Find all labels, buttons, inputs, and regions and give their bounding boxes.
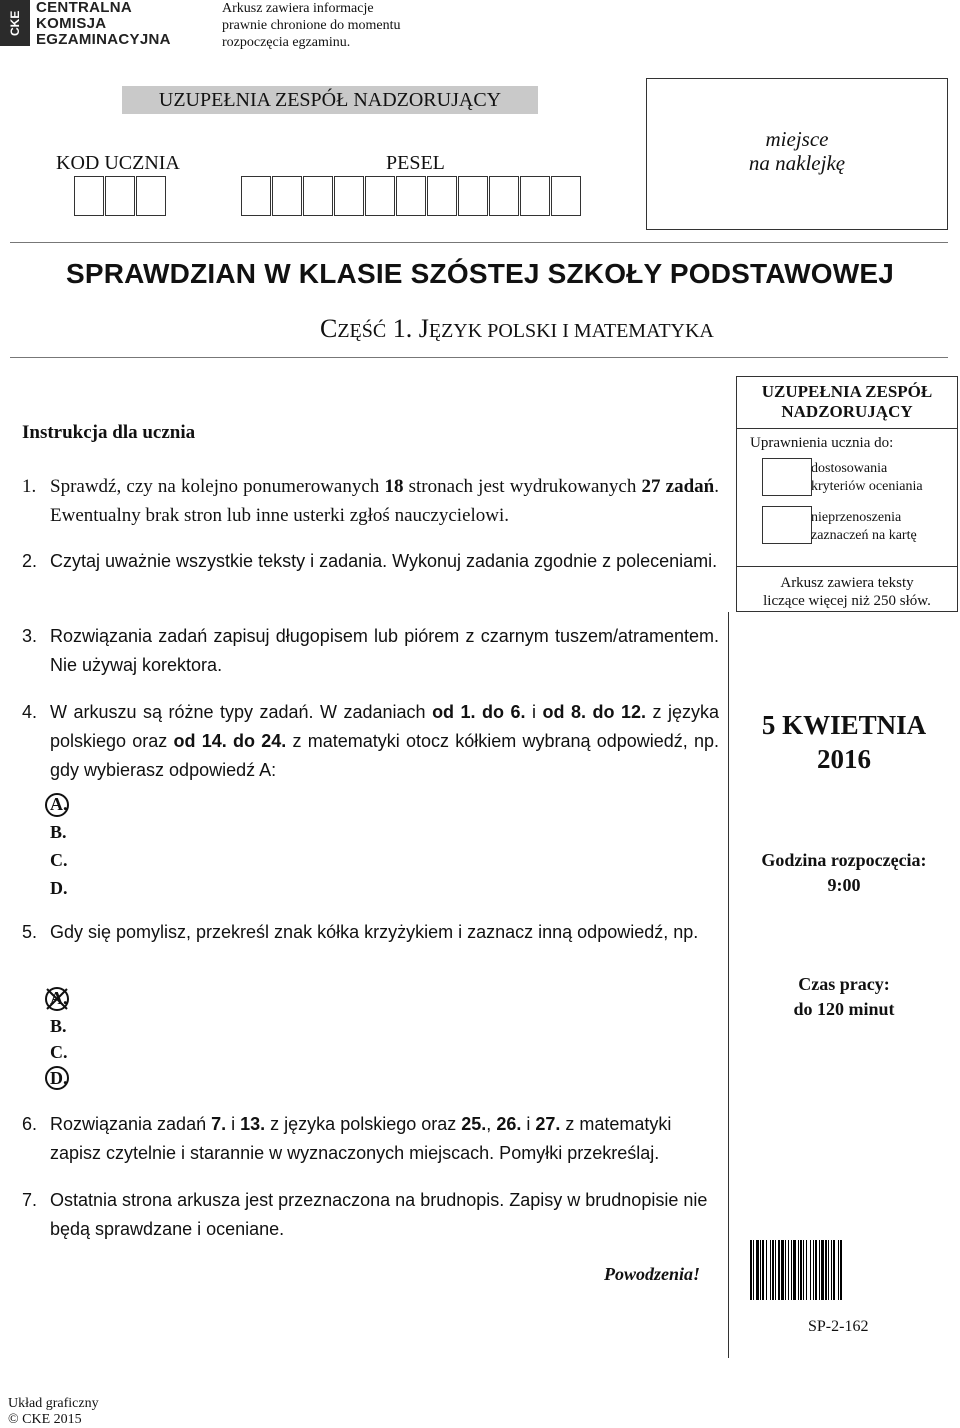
exam-part-title: CZĘŚĆ 1. JĘZYK POLSKI I MATEMATYKA [320,314,714,343]
instruction-2: 2. Czytaj uważnie wszystkie teksty i zadania. Wykonuj zadania zgodnie z poleceniami. [22,551,718,571]
example-option: D. [50,878,68,898]
cke-logo-text: CENTRALNA KOMISJA EGZAMINACYJNA [36,0,171,48]
code-cell[interactable] [105,176,135,216]
adapted-criteria-label: dostosowania kryteriów oceniania [811,461,923,494]
exam-title: SPRAWDZIAN W KLASIE SZÓSTEJ SZKOŁY PODSTAWOWEJ [66,258,894,289]
start-time: Godzina rozpoczęcia: 9:00 [761,850,927,895]
sticker-placeholder: miejsce na naklejkę [646,78,948,230]
pesel-cell[interactable] [365,176,395,216]
instruction-3: 3. Rozwiązania zadań zapisuj długopisem lub piórem z czarnym tuszem/atramentem. Nie używaj korektora. [22,626,719,675]
footer-credit: Układ graficzny © CKE 2015 [8,1396,99,1427]
pesel-cell[interactable] [396,176,426,216]
confidential-notice: Arkusz zawiera informacje prawnie chronione do momentu rozpoczęcia egzaminu. [222,1,401,50]
barcode [750,1240,936,1300]
instruction-6: 6. Rozwiązania zadań 7. i 13. z języka polskiego oraz 25., 26. i 27. z matematyki zapisz czytelnie i starannie w wyznaczonych miejscach. Pomyłki przekreślaj. [22,1114,672,1163]
side-divider [728,612,729,1358]
pesel-label: PESEL [386,152,445,174]
instruction-7: 7. Ostatnia strona arkusza jest przeznaczona na brudnopis. Zapisy w brudnopisie nie będą sprawdzane i oceniane. [22,1190,708,1239]
example-option: D. [50,1068,68,1088]
code-cell[interactable] [136,176,166,216]
good-luck-text: Powodzenia! [604,1264,701,1284]
exam-date: 5 KWIETNIA 2016 [761,710,927,774]
divider [10,242,948,243]
instruction-4: 4. W arkuszu są różne typy zadań. W zadaniach od 1. do 6. i od 8. do 12. z języka polskiego oraz od 14. do 24. z matematyki otocz kółkiem wybraną odpowiedź, np. gdy wybierasz odpowiedź A: [22,702,720,780]
instructions-heading: Instrukcja dla ucznia [22,422,196,443]
cke-logo-mark: CKE [0,0,30,46]
pesel-cell[interactable] [334,176,364,216]
long-texts-note: Arkusz zawiera teksty liczące więcej niż 250 słów. [763,575,931,609]
example-option: A. [50,988,68,1008]
pesel-cell[interactable] [427,176,457,216]
no-transfer-label: nieprzenoszenia zaznaczeń na kartę [811,510,917,543]
barcode-bar [842,1240,843,1300]
pesel-cell[interactable] [272,176,302,216]
divider [736,428,958,429]
pesel-cell[interactable] [458,176,488,216]
no-transfer-checkbox[interactable] [762,506,812,544]
panel-heading: UZUPEŁNIA ZESPÓŁ NADZORUJĄCY [761,382,933,421]
instruction-5: 5. Gdy się pomylisz, przekreśl znak kółka krzyżykiem i zaznacz inną odpowiedź, np. [22,922,699,942]
example-option: A. [50,794,68,814]
instruction-1: 1. Sprawdź, czy na kolejno ponumerowanych 18 stronach jest wydrukowanych 27 zadań. Ewentualny brak stron lub inne usterki zgłoś nauczycielowi. [22,476,719,526]
exam-code: SP-2-162 [808,1318,869,1335]
example-option: B. [50,822,67,842]
pesel-cell[interactable] [241,176,271,216]
supervisor-band: UZUPEŁNIA ZESPÓŁ NADZORUJĄCY [122,86,538,114]
pesel-cell[interactable] [551,176,581,216]
example-option: C. [50,850,68,870]
student-code-label: KOD UCZNIA [56,152,180,174]
work-time: Czas pracy: do 120 minut [793,974,895,1019]
pesel-cell[interactable] [489,176,519,216]
adapted-criteria-checkbox[interactable] [762,458,812,496]
pesel-cell[interactable] [303,176,333,216]
code-cell[interactable] [74,176,104,216]
divider [10,357,948,358]
pesel-cell[interactable] [520,176,550,216]
divider [736,566,958,567]
student-rights-label: Uprawnienia ucznia do: [750,435,894,451]
example-option: B. [50,1016,67,1036]
example-option: C. [50,1042,68,1062]
